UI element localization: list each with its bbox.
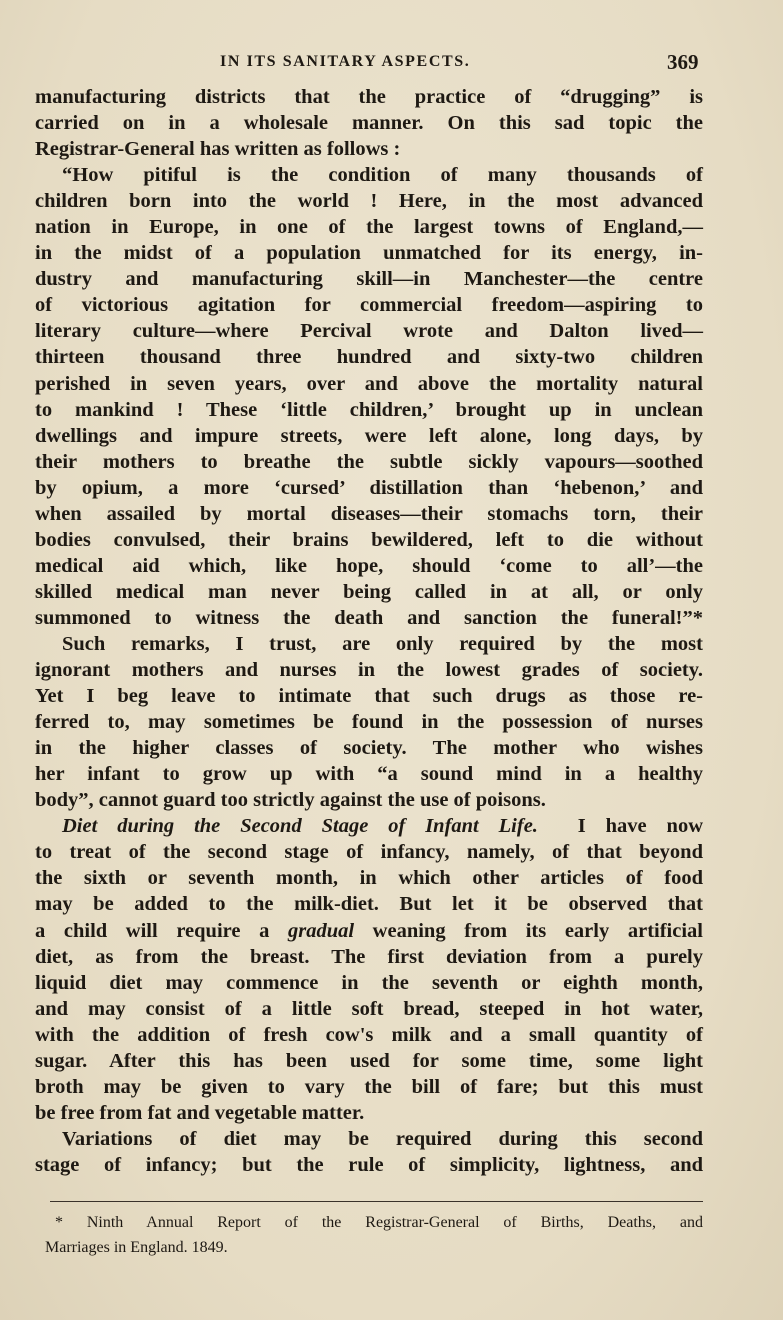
text-line: their mothers to breathe the subtle sickly vapours—soothed xyxy=(35,450,703,473)
text-line: the sixth or seventh month, in which other articles of food xyxy=(35,867,703,890)
text-line: broth may be given to vary the bill of fare; but this must xyxy=(35,1075,703,1098)
text-line: ferred to, may sometimes be found in the possession of nurses xyxy=(35,711,703,734)
text-line xyxy=(35,813,703,839)
text-line: Yet I beg leave to intimate that such drugs as those re- xyxy=(35,685,703,708)
text-line: diet, as from the breast. The first deviation from a purely xyxy=(35,945,703,968)
text-line: dustry and manufacturing skill—in Manchester—the centre xyxy=(35,268,703,291)
text-line: sugar. After this has been used for some time, some light xyxy=(35,1049,703,1072)
text-line: to treat of the second stage of infancy, namely, of that beyond xyxy=(35,841,703,864)
text-line: by opium, a more ‘cursed’ distillation than ‘hebenon,’ and xyxy=(35,476,703,499)
text-line: skilled medical man never being called in at all, or only xyxy=(35,580,703,603)
text-line: ignorant mothers and nurses in the lowest grades of society. xyxy=(35,659,703,682)
text-line: thirteen thousand three hundred and sixty-two children xyxy=(35,346,703,369)
running-title: IN ITS SANITARY ASPECTS. xyxy=(220,53,471,70)
text-line: Registrar-General has written as follows : xyxy=(35,138,401,161)
text-line: children born into the world ! Here, in the most advanced xyxy=(35,190,703,213)
text-line: be free from fat and vegetable matter. xyxy=(35,1101,365,1124)
footnote-line: * Ninth Annual Report of the Registrar-General of Births, Deaths, and xyxy=(55,1214,703,1231)
text-line: her infant to grow up with “a sound mind in a healthy xyxy=(35,763,703,786)
italic-text: Diet during the Second Stage of Infant Life. xyxy=(62,815,538,838)
text-line: Variations of diet may be required during this second xyxy=(62,1127,703,1150)
text-line: and may consist of a little soft bread, steeped in hot water, xyxy=(35,997,703,1020)
text-line: literary culture—where Percival wrote and Dalton lived— xyxy=(35,320,703,343)
body-text xyxy=(35,84,703,1178)
text-line: “How pitiful is the condition of many thousands of xyxy=(62,164,703,187)
text-line: perished in seven years, over and above the mortality natural xyxy=(35,372,703,395)
text-segment: a child will require a xyxy=(35,919,288,942)
text-line: to mankind ! These ‘little children,’ brought up in unclean xyxy=(35,398,703,421)
text-segment: I have now xyxy=(537,815,704,838)
page-number: 369 xyxy=(667,50,699,74)
footnote-rule xyxy=(50,1201,703,1202)
footnote-line: Marriages in England. 1849. xyxy=(45,1239,228,1256)
text-line xyxy=(35,918,703,944)
text-line: may be added to the milk-diet. But let it be observed that xyxy=(35,893,703,916)
text-line: carried on in a wholesale manner. On this sad topic the xyxy=(35,112,703,135)
italic-text: gradual xyxy=(287,919,355,942)
text-line: with the addition of fresh cow's milk and a small quantity of xyxy=(35,1023,703,1046)
text-line: nation in Europe, in one of the largest towns of England,— xyxy=(35,216,703,239)
text-line: dwellings and impure streets, were left alone, long days, by xyxy=(35,424,703,447)
text-line: medical aid which, like hope, should ‘come to all’—the xyxy=(35,554,703,577)
text-segment: weaning from its early artificial xyxy=(354,919,703,942)
running-head xyxy=(0,50,783,76)
text-line: bodies convulsed, their brains bewildered, left to die without xyxy=(35,528,703,551)
text-line: summoned to witness the death and sanction the funeral!”* xyxy=(35,606,703,629)
text-line: of victorious agitation for commercial freedom—aspiring to xyxy=(35,294,703,317)
text-line: when assailed by mortal diseases—their stomachs torn, their xyxy=(35,502,703,525)
text-line: stage of infancy; but the rule of simplicity, lightness, and xyxy=(35,1153,703,1176)
text-line: liquid diet may commence in the seventh or eighth month, xyxy=(35,971,703,994)
text-line: in the midst of a population unmatched for its energy, in- xyxy=(35,242,703,265)
text-line: manufacturing districts that the practice of “drugging” is xyxy=(35,86,703,108)
text-line: Such remarks, I trust, are only required by the most xyxy=(62,632,703,655)
text-line: body”, cannot guard too strictly against the use of poisons. xyxy=(35,789,546,812)
footnote xyxy=(45,1210,703,1260)
text-line: in the higher classes of society. The mother who wishes xyxy=(35,737,703,760)
